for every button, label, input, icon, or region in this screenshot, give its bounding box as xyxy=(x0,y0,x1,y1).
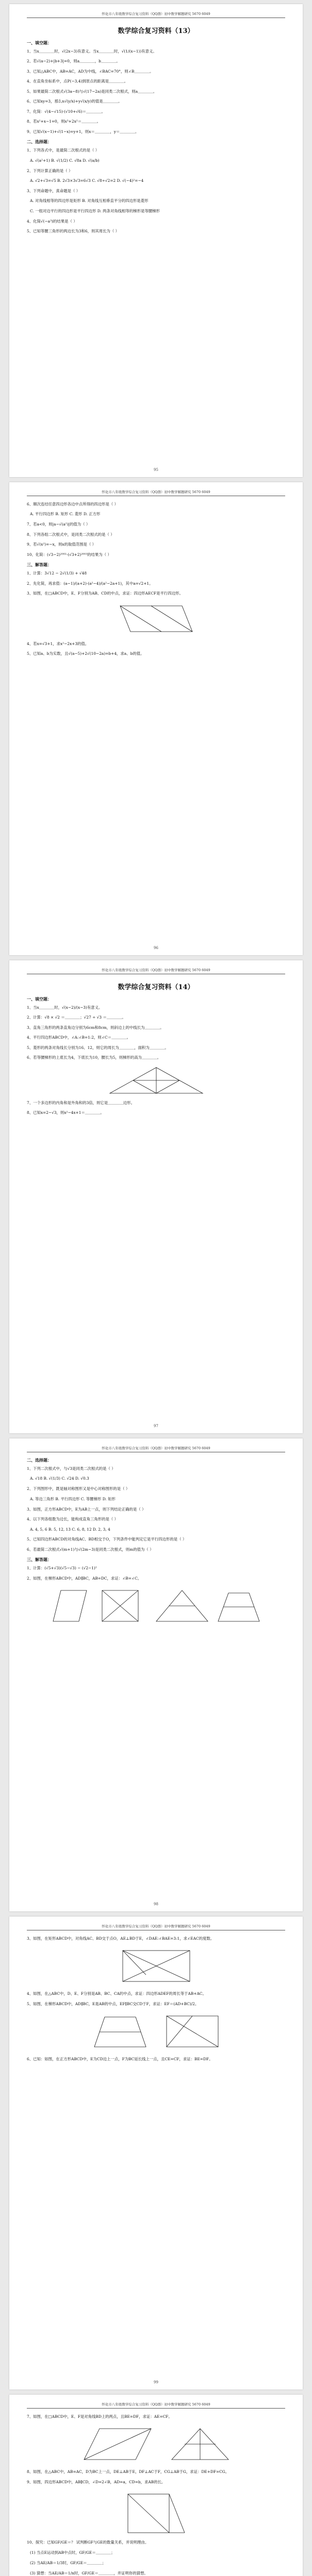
question: 7、若a<0，则|a−√(a²)|的值为（ ） xyxy=(27,522,90,527)
answer-options: A. √(a²+1) B. √(1/2) C. √8a D. √(a/b) xyxy=(30,158,100,163)
question: 2、如图，在梯形ABCD中，AD∥BC，AB=DC，求证：∠B=∠C。 xyxy=(27,1575,142,1581)
document-page-2 xyxy=(9,482,303,955)
question: 10、探究：已知GF/GE＝？ 试判断GF与GE的数量关系，并说明理由。 xyxy=(27,2540,149,2545)
page-number: 95 xyxy=(154,468,158,472)
question: 6、若等腰梯形的上底长为4，下底长为10，腰长为5，则梯形的高为＿＿＿＿。 xyxy=(27,1055,161,1060)
section-heading: 二、选择题： xyxy=(27,139,52,145)
question: 8、下列各组二次根式中，是同类二次根式的是（ ） xyxy=(27,532,114,537)
question: 7、一个多边形的内角和是外角和的3倍，则它是＿＿＿＿边形。 xyxy=(27,1100,135,1105)
page-header: 怀化市八年级数学综合复习资料（QQ群）初中数学解题研究 5670 6049 xyxy=(27,1446,285,1452)
question: 7、化简：√(4−√15)·(√10+√6)＝＿＿＿＿。 xyxy=(27,109,105,114)
question: 6、若最简二次根式√(m+1)与√(2m−3)是同类二次根式，则m的值为（ ） xyxy=(27,1547,154,1552)
document-page-5 xyxy=(9,1917,303,2389)
question: 1、下列二次根式中，与√3是同类二次根式的是（ ） xyxy=(27,1466,116,1471)
page-header: 怀化市八年级数学综合复习资料（QQ群）初中数学解题研究 5670 6049 xyxy=(27,2402,285,2409)
page-header: 怀化市八年级数学综合复习资料（QQ群）初中数学解题研究 5670 6049 xyxy=(27,968,285,974)
page-number: 99 xyxy=(154,2380,158,2384)
question: 1、计算：(√5+√3)(√5−√3) − (√2−1)² xyxy=(27,1566,97,1571)
question: 4、化简√(−a³)的结果是（ ） xyxy=(27,219,77,224)
rectangle-diagonals-figure xyxy=(118,1945,195,1987)
question: 3、已知△ABC中，AB=AC，AD为中线，∠BAC=70°，则∠B＿＿＿＿。 xyxy=(27,69,154,74)
answer-options: A. √2+√3=√5 B. 2√3×3√3=6√3 C. √8÷√2=2 D. √(−4)²=−4 xyxy=(30,178,144,183)
section-heading: 一、填空题： xyxy=(27,40,52,45)
page-title: 数学综合复习资料（14） xyxy=(118,984,194,991)
question: 5、如图，在梯形ABCD中，AD∥BC，E是AB的中点，EF∥BC交CD于F，求证：EF＝(AD+BC)/2。 xyxy=(27,2001,199,2006)
question: 2、下列图形中，既是轴对称图形又是中心对称图形的是（ ） xyxy=(27,1486,130,1492)
question: 1、当x＿＿＿＿时，√(x−2)/(x−3)有意义。 xyxy=(27,1005,103,1010)
question: 3、直角三角形的两条直角边分别为6cm和8cm，则斜边上的中线长为＿＿＿＿。 xyxy=(27,1025,164,1030)
question: 8、如图，在△ABC中，AB=AC，D为BC上一点，DE⊥AB于E，DF⊥AC于F，CG⊥AB于G，求证：DE+DF=CG。 xyxy=(27,2469,229,2475)
question: 6、已知xy=3，那么x√(y/x)+y√(x/y)的值是＿＿＿＿。 xyxy=(27,99,122,104)
question: 1、下列各式中，是最简二次根式的是（ ） xyxy=(27,148,100,153)
question: 5、已知四边形ABCD的对角线AC、BD相交于O，下列条件中能判定它是平行四边形的是（ ） xyxy=(27,1537,187,1542)
answer-options: C. 一组对边平行的四边形是平行四边形 D. 两条对角线相等的梯形是等腰梯形 xyxy=(30,209,160,214)
answer-options: A. 平行四边形 B. 矩形 C. 菱形 D. 正方形 xyxy=(30,512,101,517)
question: 3、下列命题中，真命题是（ ） xyxy=(27,188,80,193)
section-heading: 三、解答题： xyxy=(27,1557,52,1563)
answer-options: A. 对角线相等的四边形是矩形 B. 对角线互相垂直平分的四边形是菱形 xyxy=(30,198,149,204)
question: 8、若x²+x−1=0，则x³+2x²＝＿＿＿＿。 xyxy=(27,119,101,124)
page-header: 怀化市八年级数学综合复习资料（QQ群）初中数学解题研究 5670 6049 xyxy=(27,11,285,18)
question: 3、如图，在矩形ABCD中，对角线AC、BD交于点O，AE⊥BD于E，∠DAE:∠BAE=3:1，求∠EAC的度数。 xyxy=(27,1936,215,1941)
sub-question: (2) 当AE/AB＝1/3时，GF/GE＝＿＿＿＿； xyxy=(30,2560,106,2565)
question: 4、若x=√3+1，求x²−2x+3的值。 xyxy=(27,641,89,646)
question: 5、已知a、b为实数，且√(a−5)+2√(10−2a)=b+4，求a、b的值。 xyxy=(27,651,144,656)
question: 3、如图，正方形ABCD中，E为AB上一点，则下列结论正确的是（ ） xyxy=(27,1506,146,1512)
question: 6、顺次连结任意四边形各边中点所得的四边形是（ ） xyxy=(27,502,119,506)
page-title: 数学综合复习资料（13） xyxy=(118,27,194,35)
answer-options: A. √18 B. √(1/3) C. √24 D. √0.3 xyxy=(30,1476,89,1481)
question: 4、如图，在△ABC中，D、E、F分别是AB、BC、CA的中点，求证：四边形ADEF的周长等于AB+AC。 xyxy=(27,1991,206,1996)
question: 9、若√(x²)=−x，则x的取值范围是（ ） xyxy=(27,542,96,547)
sub-question: (1) 当点E运动到AB中点时，GF/GE＝＿＿＿＿； xyxy=(30,2550,115,2555)
document-page-1 xyxy=(9,4,303,477)
question: 8、已知x=2−√3，则x²−4x+1＝＿＿＿＿。 xyxy=(27,1110,104,1115)
answer-options: A. 等边三角形 B. 平行四边形 C. 等腰梯形 D. 矩形 xyxy=(30,1496,116,1501)
triangle-figure xyxy=(100,1065,213,1096)
page-number: 96 xyxy=(154,946,158,950)
question: 9、如图，四边形ABCD中，AB∥CD，∠D=2∠B，AD=a，CD=b，求AB的长。 xyxy=(27,2479,166,2484)
page-header: 怀化市八年级数学综合复习资料（QQ群）初中数学解题研究 5670 6049 xyxy=(27,1924,285,1930)
answer-options: A. 4, 5, 6 B. 5, 12, 13 C. 6, 8, 12 D. 2, 3, 4 xyxy=(30,1527,110,1532)
page-header: 怀化市八年级数学综合复习资料（QQ群）初中数学解题研究 5670 6049 xyxy=(27,489,285,496)
geometry-figures xyxy=(48,1585,265,1626)
section-heading: 三、解答题： xyxy=(27,562,52,568)
question: 2、先化简，再求值：(a−1)/(a+2)·(a²−4)/(a²−2a+1)，其中a=√2+1。 xyxy=(27,581,153,586)
parallelogram-figure xyxy=(115,601,198,637)
question: 1、计算：3√12 − 2√(1/3) + √48 xyxy=(27,571,87,576)
question: 9、已知√(x−1)+√(1−x)=y+1，则x＝＿＿＿＿，y＝＿＿＿＿。 xyxy=(27,129,139,134)
question: 2、若√(a−2)+|b+3|=0，则a＿＿＿＿，b＿＿＿＿。 xyxy=(27,59,120,64)
parallelogram-diagonal-figure xyxy=(79,2424,234,2465)
question: 4、以下列各组数为边长，能构成直角三角形的是（ ） xyxy=(27,1517,119,1522)
section-heading: 一、填空题： xyxy=(27,996,52,1002)
question: 10、化简：(√3−2)²⁰⁰²·(√3+2)²⁰⁰³的结果为（ ） xyxy=(27,552,111,557)
page-number: 98 xyxy=(154,1902,158,1906)
trapezoid-figure xyxy=(89,2011,223,2052)
document-page-3 xyxy=(9,960,303,1433)
document-page-6 xyxy=(9,2395,303,2576)
question: 6、已知：如图，在正方形ABCD中，E为CD边上一点，F为BC延长线上一点，且CE=CF，求证：BE=DF。 xyxy=(27,2057,213,2062)
question: 2、下列计算正确的是（ ） xyxy=(27,168,73,173)
sub-question: (3) 猜想：当AE/AB＝1/n时，GF/GE＝＿＿＿＿，并证明你的猜想。 xyxy=(30,2570,148,2575)
question: 3、如图，在□ABCD中，E、F分别为AB、CD的中点，求证：四边形AECF是平行四边形。 xyxy=(27,591,183,596)
question: 5、菱形的两条对角线长分别为16、12，则它的周长为＿＿＿＿，面积为＿＿＿＿。 xyxy=(27,1045,169,1050)
page-number: 97 xyxy=(154,1424,158,1428)
question: 4、在直角坐标系中，点P(−3,4)到原点的距离是＿＿＿＿。 xyxy=(27,79,128,84)
square-figure xyxy=(118,2489,195,2535)
question: 1、当x＿＿＿＿时，√(2x−3)有意义。当x＿＿＿＿时，√(1/(x−1))有意义。 xyxy=(27,49,157,54)
section-heading: 二、选择题： xyxy=(27,1458,52,1463)
document-page-4 xyxy=(9,1438,303,1911)
question: 4、平行四边形ABCD中，∠A:∠B=1:2，则∠C＝＿＿＿＿。 xyxy=(27,1035,131,1040)
question: 5、已知等腰三角形的两边长为3和6，则其周长为（ ） xyxy=(27,229,120,234)
question: 5、如果最简二次根式√(3a−8)与√(17−2a)是同类二次根式，则a＿＿＿＿。 xyxy=(27,89,157,94)
question: 2、计算：√8 × √2 ＝＿＿＿＿；√27 ÷ √3 ＝＿＿＿＿。 xyxy=(27,1015,126,1020)
question: 7、如图，在□ABCD中，E、F是对角线BD上的两点，且BE=DF，求证：AE=CF。 xyxy=(27,2414,172,2419)
